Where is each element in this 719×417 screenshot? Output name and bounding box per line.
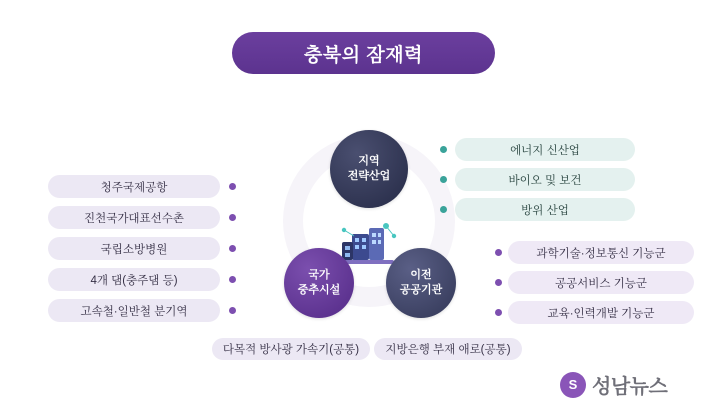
- bullet-dot-icon: [229, 214, 236, 221]
- node-relocated-agency[interactable]: [386, 248, 456, 318]
- bullet-dot-icon: [440, 146, 447, 153]
- bullet-dot-icon: [229, 183, 236, 190]
- list-item[interactable]: 에너지 신산업: [455, 138, 635, 161]
- node-strategic-industry-line1: 지역: [358, 155, 380, 168]
- bullet-dot-icon: [495, 309, 502, 316]
- node-strategic-industry-line2: 전략산업: [347, 170, 391, 182]
- list-item[interactable]: 지방은행 부재 애로(공통): [374, 338, 522, 360]
- bullet-dot-icon: [495, 249, 502, 256]
- list-item[interactable]: 다목적 방사광 가속기(공통): [212, 338, 370, 360]
- node-strategic-industry[interactable]: [330, 130, 408, 208]
- watermark-logo: [560, 370, 667, 399]
- list-item[interactable]: 청주국제공항: [48, 175, 220, 198]
- bullet-dot-icon: [229, 307, 236, 314]
- node-relocated-agency-line2: 공공기관: [399, 284, 443, 296]
- logo-mark-icon: S: [560, 372, 586, 398]
- node-national-facility-line1: 국가: [308, 269, 330, 282]
- list-item[interactable]: 4개 댐(충주댐 등): [48, 268, 220, 291]
- bullet-dot-icon: [229, 276, 236, 283]
- bullet-dot-icon: [495, 279, 502, 286]
- node-relocated-agency-line1: 이전: [410, 269, 432, 282]
- list-item[interactable]: 방위 산업: [455, 198, 635, 221]
- list-item[interactable]: 국립소방병원: [48, 237, 220, 260]
- node-national-facility-line2: 중추시설: [297, 284, 341, 296]
- bullet-dot-icon: [229, 245, 236, 252]
- node-national-facility[interactable]: [284, 248, 354, 318]
- list-item[interactable]: 과학기술·정보통신 기능군: [508, 241, 694, 264]
- page-title: 충북의 잠재력: [232, 32, 495, 74]
- list-item[interactable]: 바이오 및 보건: [455, 168, 635, 191]
- list-item[interactable]: 교육·인력개발 기능군: [508, 301, 694, 324]
- bullet-dot-icon: [440, 206, 447, 213]
- list-item[interactable]: 진천국가대표선수촌: [48, 206, 220, 229]
- logo-text: 성남뉴스: [592, 376, 668, 398]
- list-item[interactable]: 고속철·일반철 분기역: [48, 299, 220, 322]
- list-item[interactable]: 공공서비스 기능군: [508, 271, 694, 294]
- bullet-dot-icon: [440, 176, 447, 183]
